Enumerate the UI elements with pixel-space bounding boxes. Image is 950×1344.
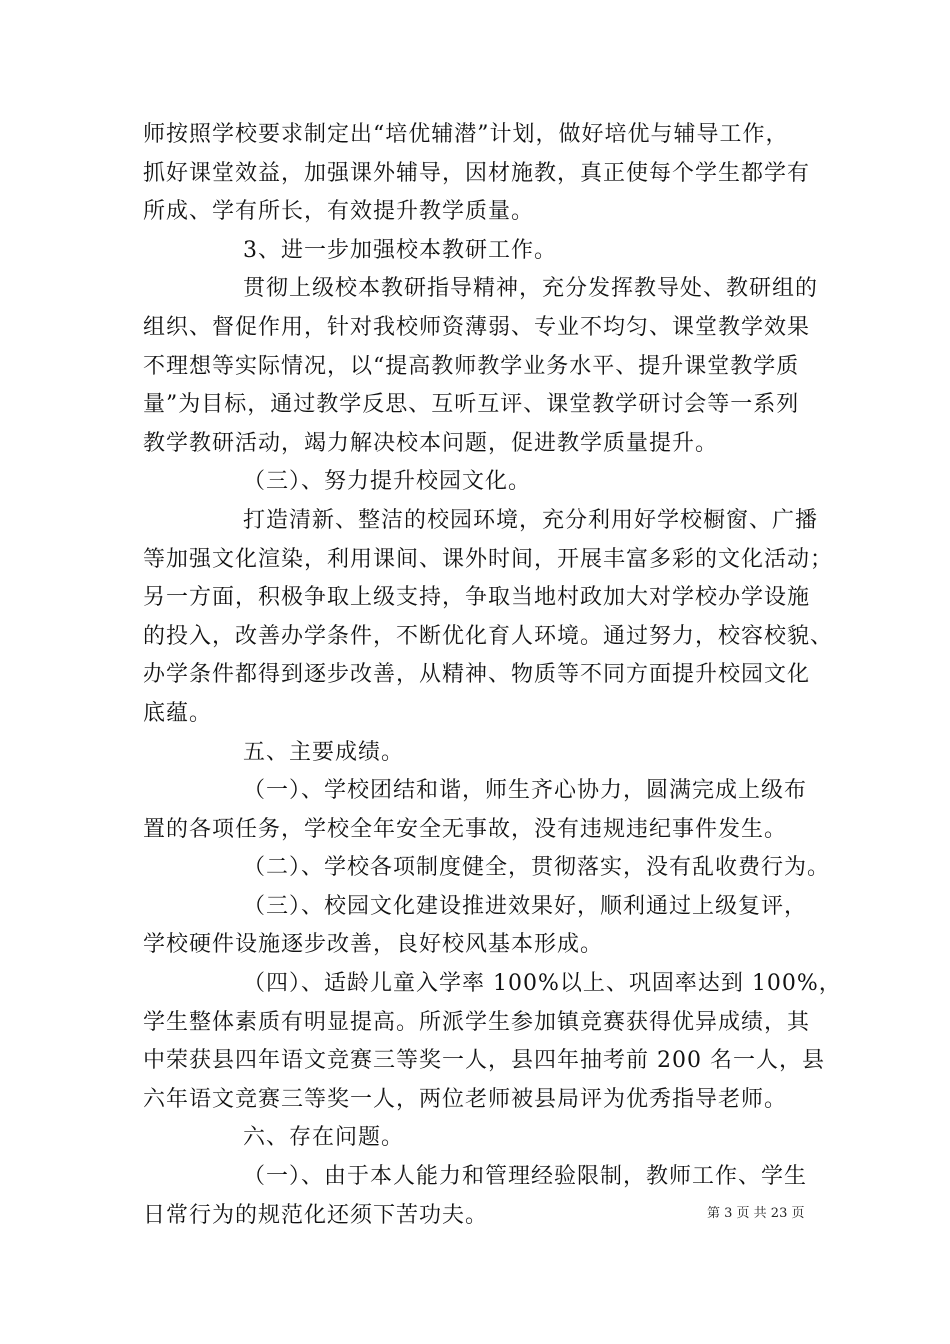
text-line: 贯彻上级校本教研指导精神，充分发挥教导处、教研组的 — [243, 276, 819, 302]
text-line: 学校硬件设施逐步改善，良好校风基本形成。 — [143, 932, 604, 958]
text-line: （二）、学校各项制度健全，贯彻落实，没有乱收费行为。 — [243, 855, 831, 881]
section-heading: 六、存在问题。 — [243, 1125, 405, 1151]
text-line: 置的各项任务，学校全年安全无事故，没有违规违纪事件发生。 — [143, 816, 788, 842]
text-line: 师按照学校要求制定出“培优辅潜”计划，做好培优与辅导工作， — [143, 122, 789, 147]
text-line: （三）、校园文化建设推进效果好，顺利通过上级复评， — [243, 893, 808, 919]
text-line: 中荣获县四年语文竞赛三等奖一人，县四年抽考前 200 名一人，县 — [143, 1048, 825, 1074]
text-line: 日常行为的规范化还须下苦功夫。 — [143, 1202, 489, 1228]
text-line: 不理想等实际情况，以“提高教师教学业务水平、提升课堂教学质 — [143, 353, 800, 379]
document-body — [143, 116, 842, 1235]
section-heading: （三）、努力提升校园文化。 — [243, 469, 532, 495]
text-line: 六年语文竞赛三等奖一人，两位老师被县局评为优秀指导老师。 — [143, 1086, 788, 1112]
text-line: 等加强文化渲染，利用课间、课外时间，开展丰富多彩的文化活动； — [143, 546, 834, 572]
text-line: 组织、督促作用，针对我校师资薄弱、专业不均匀、课堂教学效果 — [143, 314, 811, 340]
text-line: （一）、由于本人能力和管理经验限制，教师工作、学生 — [243, 1164, 808, 1190]
text-line: 另一方面，积极争取上级支持，争取当地村政加大对学校办学设施 — [143, 585, 811, 611]
text-line: （一）、学校团结和谐，师生齐心协力，圆满完成上级布 — [243, 778, 808, 804]
section-heading: 五、主要成绩。 — [243, 739, 405, 765]
text-line: （四）、适龄儿童入学率 100%以上、巩固率达到 100%， — [243, 971, 842, 997]
text-line: 教学教研活动，竭力解决校本问题，促进教学质量提升。 — [143, 430, 719, 456]
text-line: 的投入，改善办学条件，不断优化育人环境。通过努力，校容校貌、 — [143, 623, 834, 649]
section-heading: 3、进一步加强校本教研工作。 — [243, 237, 557, 263]
text-line: 所成、学有所长，有效提升教学质量。 — [143, 199, 535, 225]
text-line: 办学条件都得到逐步改善，从精神、物质等不同方面提升校园文化 — [143, 662, 811, 688]
text-line: 底蕴。 — [143, 700, 213, 726]
text-line: 打造清新、整洁的校园环境，充分利用好学校橱窗、广播 — [243, 507, 819, 533]
text-line: 学生整体素质有明显提高。所派学生参加镇竞赛获得优异成绩，其 — [143, 1009, 811, 1035]
page-number-footer: 第 3 页 共 23 页 — [707, 1206, 805, 1221]
text-line: 量”为目标，通过教学反思、互听互评、课堂教学研讨会等一系列 — [143, 392, 800, 418]
text-line: 抓好课堂效益，加强课外辅导，因材施教，真正使每个学生都学有 — [143, 160, 811, 186]
